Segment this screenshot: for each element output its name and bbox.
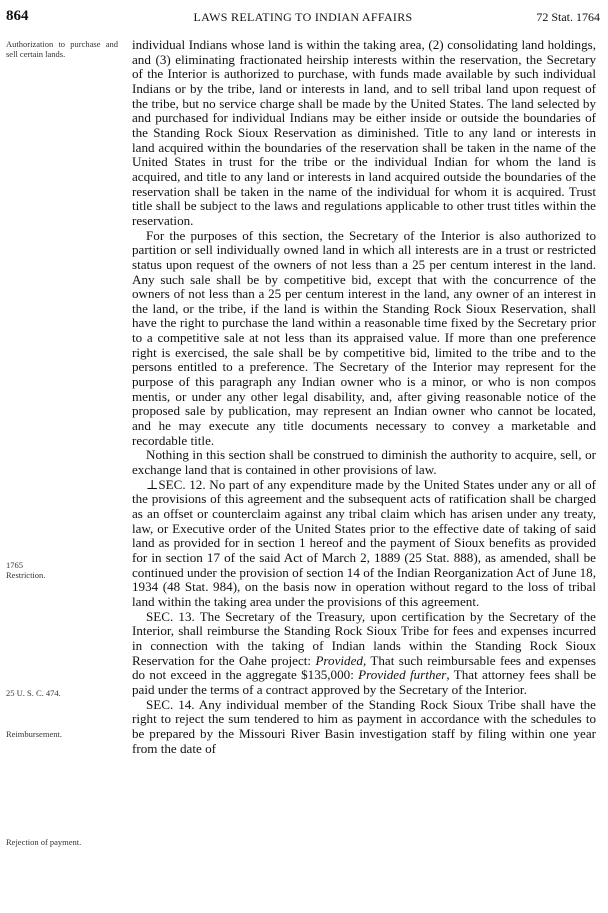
paragraph-construction: Nothing in this section shall be construed to diminish the authority to acquire, sell, or exchange land that is contained in other provisions of law. <box>132 447 596 478</box>
margin-note-page-ref-number: 1765 <box>6 560 23 570</box>
margin-note-usc: 25 U. S. C. 474. <box>6 688 61 698</box>
page-break-mark: ⊥ <box>146 476 159 492</box>
statute-citation: 72 Stat. 1764 <box>536 10 600 24</box>
page-number: 864 <box>6 8 29 24</box>
section-12 <box>132 478 596 610</box>
margin-note-authorization: Authorization to purchase and sell certain lands. <box>6 39 118 59</box>
page-header <box>6 8 600 28</box>
provided-further-italic: Provided further <box>358 667 447 683</box>
body-text <box>132 38 596 756</box>
paragraph-authorization: individual Indians whose land is within the taking area, (2) consolidating land holdings, and (3) eliminating fractionated heirship interests within the reservation, the Secretary of the Interior is authorized to purchase, with funds made available by such individual Indians or by the tribe, land or interests in land, and to sell tribal land upon request of the tribe, but no service charge shall be made by the United States. The land selected by and purchased for individual Indians may be either inside or outside the boundaries of the Standing Rock Sioux Reservation as diminished. Title to any land or interests in land acquired within the boundaries of the reservation shall be taken in the name of the United States in trust for the tribe or the individual Indian for whom the land is acquired, and title to any land or interests in land acquired outside the boundaries of the reservation shall be taken in the name of the individual for whom it is acquired. Trust title shall be subject to the laws and regulations applicable to other trust titles within the reservation. <box>132 37 596 228</box>
running-title: LAWS RELATING TO INDIAN AFFAIRS <box>193 10 413 24</box>
section-13 <box>132 610 596 698</box>
margin-note-restriction: Restriction. <box>6 569 46 580</box>
section-12-text: SEC. 12. No part of any expenditure made by the United States under any or all of the provisions of this agreement and the subsequent acts of ratification shall be charged as an offset or counterclaim against any tribal claim which has arisen under any treaty, law, or Executive order of the United States prior to the effective date of taking of said land as provided for in section 1 hereof and the payment of Sioux benefits as provided for in section 17 of the said Act of March 2, 1889 (25 Stat. 888), as amended, shall be continued under the provision of section 14 of the Indian Reorganization Act of June 18, 1934 (48 Stat. 984), on the basis now in operation without regard to the loss of tribal land within the taking area under the provisions of this agreement. <box>132 476 596 609</box>
section-14: SEC. 14. Any individual member of the Standing Rock Sioux Tribe shall have the right to reject the sum tendered to him as payment in accordance with the schedules to be prepared by the Missouri River Basin investigation staff by filing within one year from the date of <box>132 696 596 756</box>
section-13-text-a: SEC. 13. The Secretary of the Treasury, upon certification by the Secretary of the Interior, shall reimburse the Standing Rock Sioux Tribe for fees and expenses incurred in connection with the taking of Indian lands within the Standing Rock Sioux Reservation for the Oahe project: <box>132 608 596 668</box>
section-13-text-b: , That such reimbursable fees and expenses do not exceed in the aggregate $135,000: <box>132 652 596 683</box>
paragraph-partition: For the purposes of this section, the Secretary of the Interior is also authorized to partition or sell individually owned land in which all interests are in a trust or restricted status upon request of the owners of not less than a 25 per centum interest in the land. Any such sale shall be by competitive bid, except that with the concurrence of the owners of not less than a 25 per centum interest in the land, any owner of an interest in the land, or the tribe, if the land is within the Standing Rock Sioux Reservation, shall have the right to purchase the land within a reasonable time fixed by the Secretary prior to a competitive sale at not less than its appraised value. If more than one preference right is exercised, the sale shall be by competitive bid, limited to the tribe and to the persons entitled to a preference. The Secretary of the Interior may represent for the purpose of this paragraph any Indian owner who is a minor, or who is non compos mentis, or under any other legal disability, and, after giving reasonable notice of the proposed sale by publication, may represent an Indian owner who cannot be located, and he may execute any title documents necessary to convey a marketable and recordable title. <box>132 227 596 448</box>
section-13-text-c: , That attorney fees shall be paid under the terms of a contract approved by the Secretary of the Interior. <box>132 667 597 697</box>
provided-italic: Provided <box>315 652 363 668</box>
margin-note-page-ref <box>6 561 118 580</box>
margin-note-rejection: Rejection of payment. <box>6 837 82 847</box>
margin-note-reimbursement: Reimbursement. <box>6 729 62 739</box>
